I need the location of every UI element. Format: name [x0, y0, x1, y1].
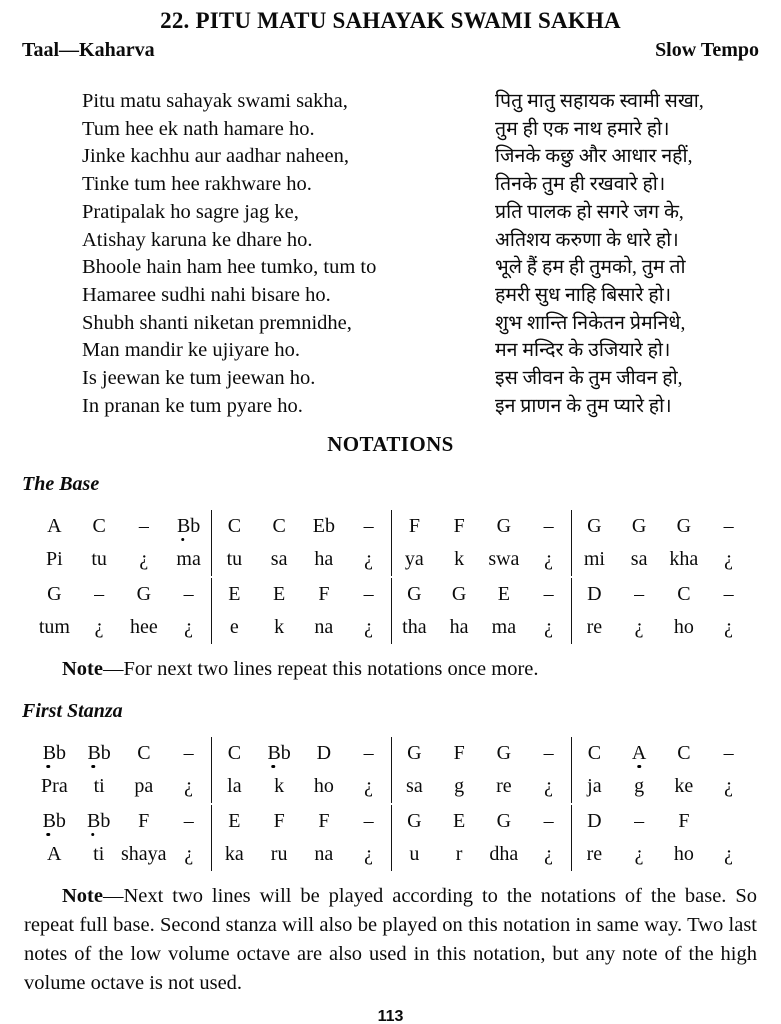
note-cell: [572, 805, 617, 838]
syllable-cell: ¿: [544, 616, 554, 639]
lyric-english-line: Pitu matu sahayak swami sakha,: [82, 90, 348, 112]
lyric-hindi-line: तिनके तुम ही रखवारे हो।: [495, 174, 666, 196]
note-cell: [392, 805, 437, 838]
note-letter: A: [631, 742, 647, 765]
note-cell: [32, 510, 77, 543]
syllable-cell: tu: [226, 548, 243, 571]
syllable-cell: ¿: [544, 843, 554, 866]
note-cell: [76, 805, 120, 838]
note-letter: –: [723, 583, 734, 606]
syllable-cell: dha: [489, 843, 519, 866]
base-heading: The Base: [22, 473, 100, 496]
note-letter: E: [497, 583, 510, 606]
lyrics-section: [0, 88, 781, 420]
note-cell: [166, 578, 211, 611]
lyric-row: [82, 199, 739, 227]
note-text: —For next two lines repeat this notations once more.: [102, 658, 539, 681]
syllable-cell: g: [634, 775, 645, 798]
notation-line: [32, 510, 751, 576]
note-cell: [482, 510, 527, 543]
syllable-cell: ma: [176, 548, 201, 571]
note-cell: [526, 510, 571, 543]
syllable-cell: A: [47, 843, 62, 866]
lyric-english-line: Is jeewan ke tum jeewan ho.: [82, 367, 316, 390]
note-letter: F: [318, 810, 330, 833]
note-letter: E: [228, 583, 241, 606]
note-cell: [706, 510, 751, 543]
syllable-cell: ke: [674, 775, 694, 798]
syllable-cell: ¿: [184, 616, 194, 639]
syllable-cell: k: [274, 616, 285, 639]
notation-measure: [211, 737, 391, 803]
notation-measure: [32, 805, 211, 871]
note-cell: [706, 737, 751, 770]
notation-measure: [32, 737, 211, 803]
subheader: [0, 39, 781, 62]
lyric-hindi-line: जिनके कछु और आधार नहीं,: [495, 146, 693, 168]
syllable-cell: Pra: [41, 775, 68, 798]
lyric-row: [82, 116, 739, 144]
lyric-hindi-line: पितु मातु सहायक स्वामी सखा,: [495, 91, 704, 112]
note-letter: C: [227, 742, 242, 765]
page-title: 22. PITU MATU SAHAYAK SWAMI SAKHA: [160, 8, 621, 33]
syllable-cell: la: [227, 775, 242, 798]
syllable-cell: tu: [91, 548, 107, 571]
note-letter: F: [318, 583, 330, 606]
note-cell: [346, 805, 391, 838]
lyric-english-line: Tum hee ek nath hamare ho.: [82, 117, 315, 140]
note-letter: C: [272, 515, 286, 538]
note-cell: [302, 578, 347, 611]
low-octave-dot-icon: [637, 765, 641, 769]
syllable-cell: na: [314, 616, 334, 639]
note-letter: F: [273, 810, 285, 833]
syllable-cell: ¿: [184, 775, 194, 798]
note-cell: [662, 805, 707, 838]
notation-measure: [391, 805, 571, 871]
note-letter: G: [496, 515, 512, 538]
lyric-hindi-line: अतिशय करुणा के धारे हो।: [495, 229, 679, 251]
note-letter: F: [408, 515, 420, 538]
syllable-cell: ¿: [139, 548, 149, 571]
syllable-cell: pa: [134, 775, 154, 798]
syllable-cell: Pi: [46, 548, 63, 571]
note-cell: [32, 578, 77, 611]
first-stanza-heading: First Stanza: [22, 700, 123, 723]
notation-line: [32, 578, 751, 644]
stanza-note: [0, 882, 781, 998]
syllable-cell: ¿: [724, 616, 734, 639]
syllable-cell: k: [274, 775, 285, 798]
note-cell: [257, 737, 302, 770]
syllable-cell: ¿: [94, 616, 104, 639]
lyric-english-line: Man mandir ke ujiyare ho.: [82, 339, 301, 362]
note-cell: [77, 510, 122, 543]
lyric-hindi-line: भूले हैं हम ही तुमको, तुम तो: [495, 257, 686, 279]
note-cell: [617, 737, 662, 770]
note-letter: Bb: [42, 810, 66, 833]
note-cell: [122, 510, 167, 543]
notation-measure: [391, 578, 571, 644]
lyric-english-line: Pratipalak ho sagre jag ke,: [82, 200, 299, 223]
note-cell: [526, 737, 571, 770]
syllable-cell: ¿: [184, 843, 194, 866]
note-cell: [257, 510, 302, 543]
note-letter: C: [587, 742, 602, 765]
note-cell: [437, 510, 482, 543]
syllable-cell: ¿: [724, 548, 734, 571]
note-letter: –: [363, 742, 374, 765]
note-letter: G: [47, 583, 62, 606]
notation-measure: [571, 737, 751, 803]
note-cell: [706, 805, 751, 838]
syllable-cell: e: [229, 616, 239, 639]
note-letter: Bb: [267, 742, 291, 765]
note-letter: G: [631, 515, 647, 538]
lyric-row: [82, 393, 739, 421]
note-letter: D: [587, 583, 602, 606]
note-cell: [346, 737, 391, 770]
note-letter: D: [587, 810, 602, 833]
lyric-hindi-line: प्रति पालक हो सगरे जग के,: [495, 201, 684, 223]
note-letter: F: [453, 515, 465, 538]
notation-measure: [571, 805, 751, 871]
note-cell: [122, 578, 167, 611]
lyric-row: [82, 227, 739, 255]
note-letter: G: [136, 583, 152, 606]
note-cell: [212, 737, 257, 770]
note-letter: Bb: [42, 742, 67, 765]
note-cell: [32, 737, 77, 770]
syllable-cell: re: [586, 616, 603, 639]
lyric-hindi-line: शुभ शान्ति निकेतन प्रेमनिधे,: [495, 312, 686, 334]
note-letter: –: [138, 515, 149, 538]
note-cell: [482, 805, 527, 838]
note-cell: [166, 510, 211, 543]
lyric-row: [82, 143, 739, 171]
syllable-cell: ya: [404, 548, 424, 571]
note-label: Note: [62, 658, 103, 681]
syllable-cell: kha: [669, 548, 699, 571]
notation-line: [32, 805, 751, 871]
note-letter: Eb: [312, 515, 335, 538]
syllable-cell: ho: [673, 616, 694, 639]
note-letter: –: [543, 810, 554, 833]
notation-measure: [211, 578, 391, 644]
note-letter: –: [723, 515, 734, 538]
syllable-cell: sa: [270, 548, 288, 571]
note-letter: G: [676, 515, 692, 538]
note-letter: G: [496, 810, 512, 833]
notation-measure: [571, 510, 751, 576]
syllable-cell: u: [409, 843, 420, 866]
syllable-cell: k: [454, 548, 465, 571]
low-octave-dot-icon: [91, 833, 95, 837]
lyric-row: [82, 254, 739, 282]
lyric-english-line: In pranan ke tum pyare ho.: [82, 394, 303, 417]
note-letter: G: [407, 583, 422, 606]
note-letter: –: [543, 742, 554, 765]
note-cell: [122, 737, 167, 770]
note-letter: –: [723, 742, 734, 765]
note-text: —Next two lines will be played according to the notations of the base. So repeat full base. Second stanza will also be played on this notation in same way. Two last notes of the low volume octave are also used in this notation, but any note of the high volume octave is not used.: [24, 885, 757, 995]
note-letter: –: [634, 810, 645, 833]
notation-measure: [571, 578, 751, 644]
syllable-cell: ru: [270, 843, 288, 866]
syllable-cell: ho: [673, 843, 694, 866]
syllable-cell: g: [454, 775, 465, 798]
note-cell: [437, 805, 482, 838]
lyric-hindi-line: इन प्राणन के तुम प्यारे हो।: [495, 395, 672, 417]
note-letter: Bb: [176, 515, 201, 538]
syllable-cell: ¿: [634, 616, 644, 639]
lyric-english-line: Atishay karuna ke dhare ho.: [82, 228, 313, 251]
note-cell: [212, 578, 257, 611]
note-cell: [212, 510, 257, 543]
note-letter: C: [137, 742, 151, 765]
syllable-cell: ¿: [544, 775, 554, 798]
note-cell: [392, 578, 437, 611]
note-letter: D: [316, 742, 332, 765]
syllable-cell: sa: [406, 775, 423, 798]
note-letter: –: [634, 583, 645, 606]
lyric-row: [82, 365, 739, 393]
notation-measure: [32, 578, 211, 644]
syllable-cell: ¿: [724, 775, 734, 798]
note-letter: Bb: [87, 742, 111, 765]
syllable-cell: tha: [402, 616, 427, 639]
note-letter: G: [407, 742, 422, 765]
note-letter: G: [407, 810, 422, 833]
lyric-row: [82, 88, 739, 116]
notations-heading: NOTATIONS: [327, 432, 454, 457]
note-cell: [662, 578, 707, 611]
note-cell: [617, 578, 662, 611]
note-letter: C: [227, 515, 242, 538]
syllable-cell: ¿: [364, 843, 374, 866]
note-cell: [617, 805, 662, 838]
first-stanza-notation-table: [32, 737, 751, 871]
lyric-english-line: Jinke kachhu aur aadhar naheen,: [82, 145, 349, 168]
note-cell: [437, 578, 482, 611]
note-letter: –: [363, 515, 374, 538]
syllable-cell: ho: [313, 775, 334, 798]
lyric-row: [82, 171, 739, 199]
note-letter: A: [47, 515, 62, 538]
low-octave-dot-icon: [271, 765, 275, 769]
note-letter: F: [453, 742, 465, 765]
syllable-cell: ¿: [364, 548, 374, 571]
note-cell: [572, 737, 617, 770]
lyric-hindi-line: इस जीवन के तुम जीवन हो,: [495, 368, 683, 390]
note-letter: F: [138, 810, 150, 833]
note-letter: –: [183, 583, 194, 606]
syllable-cell: tum: [38, 616, 70, 639]
note-cell: [167, 805, 211, 838]
syllable-cell: ¿: [634, 843, 644, 866]
note-letter: Bb: [87, 810, 111, 833]
syllable-cell: ¿: [364, 616, 374, 639]
note-cell: [346, 578, 391, 611]
lyric-english-line: Hamaree sudhi nahi bisare ho.: [82, 283, 331, 306]
syllable-cell: ma: [491, 616, 517, 639]
syllable-cell: r: [455, 843, 463, 866]
syllable-cell: swa: [488, 548, 520, 571]
note-cell: [77, 737, 122, 770]
note-cell: [526, 578, 571, 611]
note-letter: C: [677, 742, 691, 765]
tempo-label: Slow Tempo: [655, 39, 759, 61]
note-letter: –: [543, 583, 554, 606]
low-octave-dot-icon: [181, 538, 185, 542]
syllable-cell: sa: [630, 548, 648, 571]
note-cell: [437, 737, 482, 770]
low-octave-dot-icon: [46, 833, 50, 837]
notation-measure: [211, 510, 391, 576]
taal-label: Taal—Kaharva: [22, 39, 155, 61]
note-cell: [617, 510, 662, 543]
lyric-row: [82, 310, 739, 338]
note-cell: [392, 737, 437, 770]
syllable-cell: ti: [93, 843, 105, 866]
note-cell: [346, 510, 391, 543]
base-notation-table: [32, 510, 751, 644]
note-letter: G: [587, 515, 602, 538]
notation-measure: [211, 805, 391, 871]
lyric-english-line: Tinke tum hee rakhware ho.: [82, 173, 312, 196]
note-letter: –: [543, 515, 554, 538]
notation-measure: [32, 510, 211, 576]
note-letter: E: [228, 810, 241, 833]
syllable-cell: re: [496, 775, 512, 798]
note-letter: –: [363, 810, 374, 833]
note-cell: [166, 737, 211, 770]
syllable-cell: ¿: [724, 843, 734, 866]
page-number: 113: [377, 1008, 404, 1024]
syllable-cell: na: [314, 843, 334, 866]
note-cell: [121, 805, 167, 838]
syllable-cell: ka: [224, 843, 244, 866]
low-octave-dot-icon: [91, 765, 95, 769]
base-note: [0, 655, 781, 684]
low-octave-dot-icon: [47, 765, 51, 769]
note-letter: C: [92, 515, 106, 538]
note-letter: –: [363, 583, 374, 606]
note-cell: [302, 805, 347, 838]
note-letter: G: [496, 742, 512, 765]
note-letter: –: [94, 583, 105, 606]
syllable-cell: re: [586, 843, 603, 866]
note-letter: E: [453, 810, 466, 833]
note-cell: [257, 578, 302, 611]
note-cell: [482, 737, 527, 770]
syllable-cell: ha: [449, 616, 469, 639]
note-letter: F: [678, 810, 690, 833]
lyric-hindi-line: तुम ही एक नाथ हमारे हो।: [495, 118, 670, 140]
note-cell: [77, 578, 122, 611]
note-cell: [302, 737, 347, 770]
lyric-hindi-line: मन मन्दिर के उजियारे हो।: [495, 340, 671, 362]
note-cell: [706, 578, 751, 611]
note-cell: [302, 510, 347, 543]
syllable-cell: shaya: [120, 843, 167, 866]
note-cell: [482, 578, 527, 611]
syllable-cell: hee: [129, 616, 158, 639]
note-cell: [392, 510, 437, 543]
lyric-english-line: Bhoole hain ham hee tumko, tum to: [82, 256, 377, 279]
note-letter: –: [183, 742, 194, 765]
note-letter: –: [183, 810, 194, 833]
syllable-cell: ha: [314, 548, 334, 571]
syllable-cell: ti: [93, 775, 105, 798]
note-cell: [212, 805, 257, 838]
note-label: Note: [62, 885, 103, 908]
note-cell: [572, 578, 617, 611]
lyric-row: [82, 337, 739, 365]
note-cell: [526, 805, 571, 838]
lyric-english-line: Shubh shanti niketan premnidhe,: [82, 311, 352, 334]
syllable-cell: mi: [583, 548, 605, 571]
note-cell: [32, 805, 76, 838]
note-cell: [257, 805, 302, 838]
syllable-cell: ¿: [544, 548, 554, 571]
syllable-cell: ja: [587, 775, 602, 798]
notation-measure: [391, 510, 571, 576]
lyric-row: [82, 282, 739, 310]
notation-measure: [391, 737, 571, 803]
syllable-cell: ¿: [364, 775, 374, 798]
note-cell: [662, 510, 707, 543]
notation-line: [32, 737, 751, 803]
note-cell: [572, 510, 617, 543]
note-cell: [662, 737, 707, 770]
note-letter: G: [451, 583, 467, 606]
lyric-hindi-line: हमरी सुध नाहि बिसारे हो।: [495, 284, 672, 306]
note-letter: E: [273, 583, 286, 606]
note-letter: C: [677, 583, 691, 606]
